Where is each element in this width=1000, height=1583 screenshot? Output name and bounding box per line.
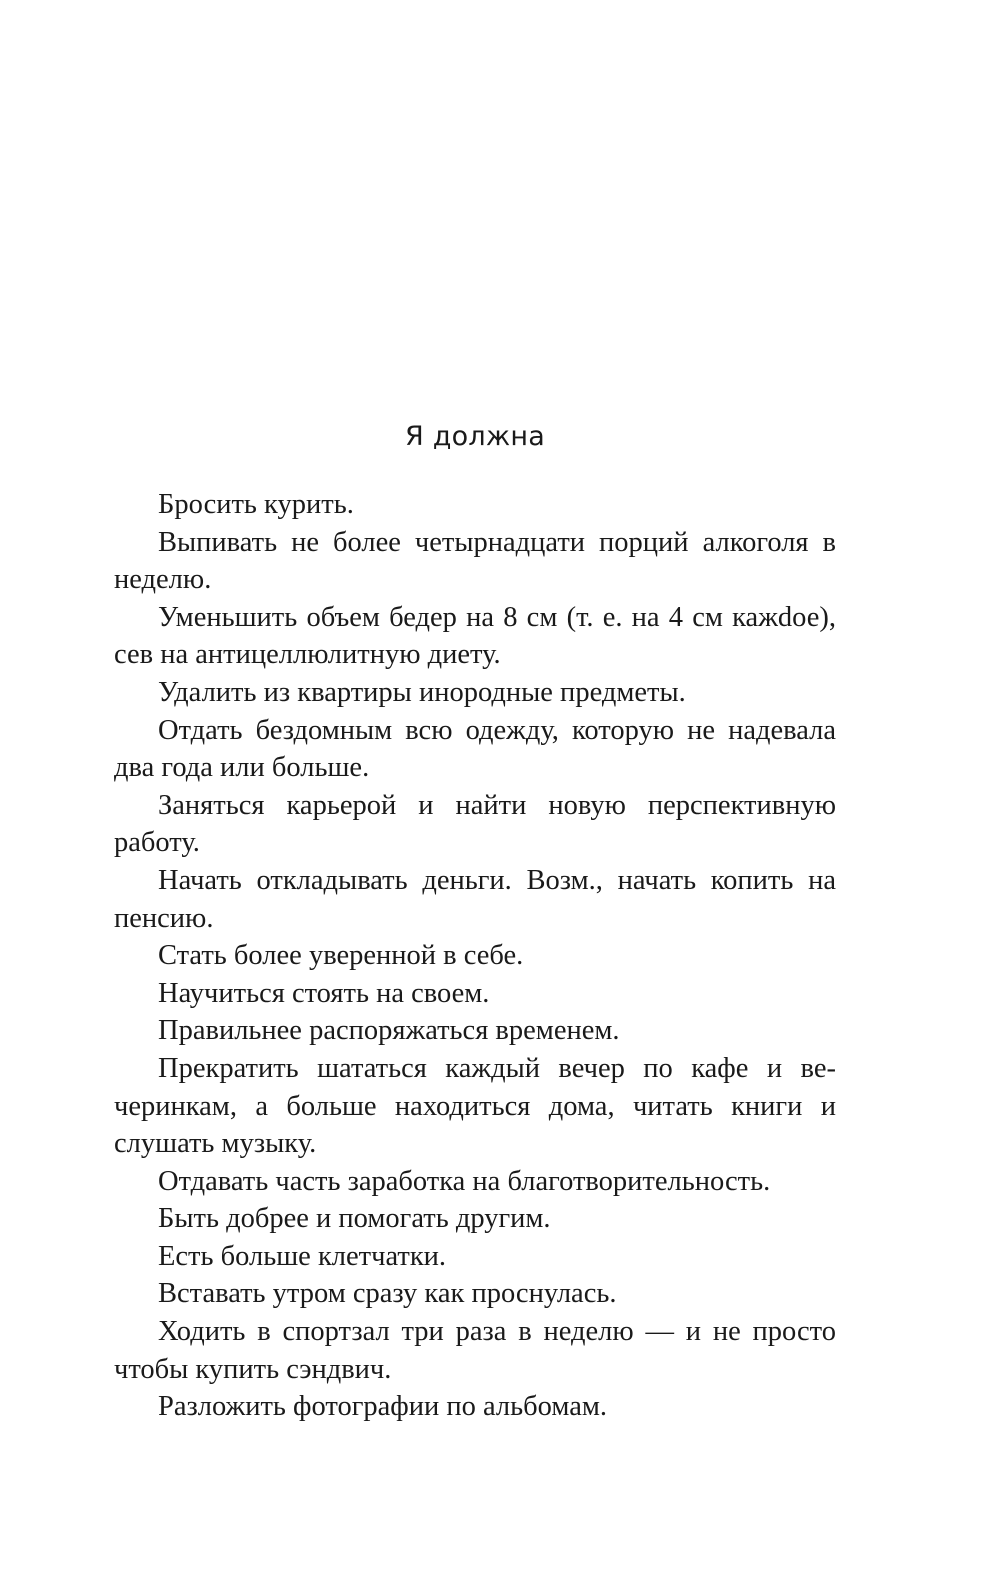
page-heading: Я должна <box>405 421 545 452</box>
list-item: Выпивать не более четырнадцати порций алкоголя в неделю. <box>114 526 836 596</box>
list-item: Правильнее распоряжаться временем. <box>158 1015 620 1047</box>
list-item: Ходить в спортзал три раза в неделю — и не просто чтобы купить сэндвич. <box>114 1316 836 1385</box>
list-item: Быть добрее и помогать другим. <box>158 1203 551 1235</box>
list-item: Начать откладывать деньги. Возм., начать копить на пенсию. <box>114 864 836 934</box>
list-item: Стать более уверенной в себе. <box>158 940 524 972</box>
list-item: Заняться карьерой и найти новую перспективную работу. <box>114 789 836 859</box>
list-item: Уменьшить объем бедер на 8 см (т. е. на 4 см кажdое), сев на антицеллюлитную диету. <box>114 601 836 671</box>
list-item: Бросить курить. <box>158 489 354 520</box>
list-item: Отдавать часть заработка на благотворительность. <box>158 1165 771 1197</box>
list-item: Научиться стоять на своем. <box>158 977 490 1009</box>
list-item: Отдать бездомным всю одежду, которую не надевала два года или больше. <box>114 714 836 784</box>
resolution-list <box>114 486 836 1426</box>
list-item: Прекратить шататься каждый вечер по кафе и вечеринкам, а больше находиться дома, читать книги и слушать музыку. <box>114 1052 836 1160</box>
page-content <box>114 418 836 1426</box>
list-item: Есть больше клетчатки. <box>158 1240 447 1272</box>
list-item: Вставать утром сразу как проснулась. <box>158 1278 617 1310</box>
list-item: Удалить из квартиры инородные предметы. <box>158 676 686 708</box>
list-item: Разложить фотографии по альбомам. <box>158 1391 608 1423</box>
